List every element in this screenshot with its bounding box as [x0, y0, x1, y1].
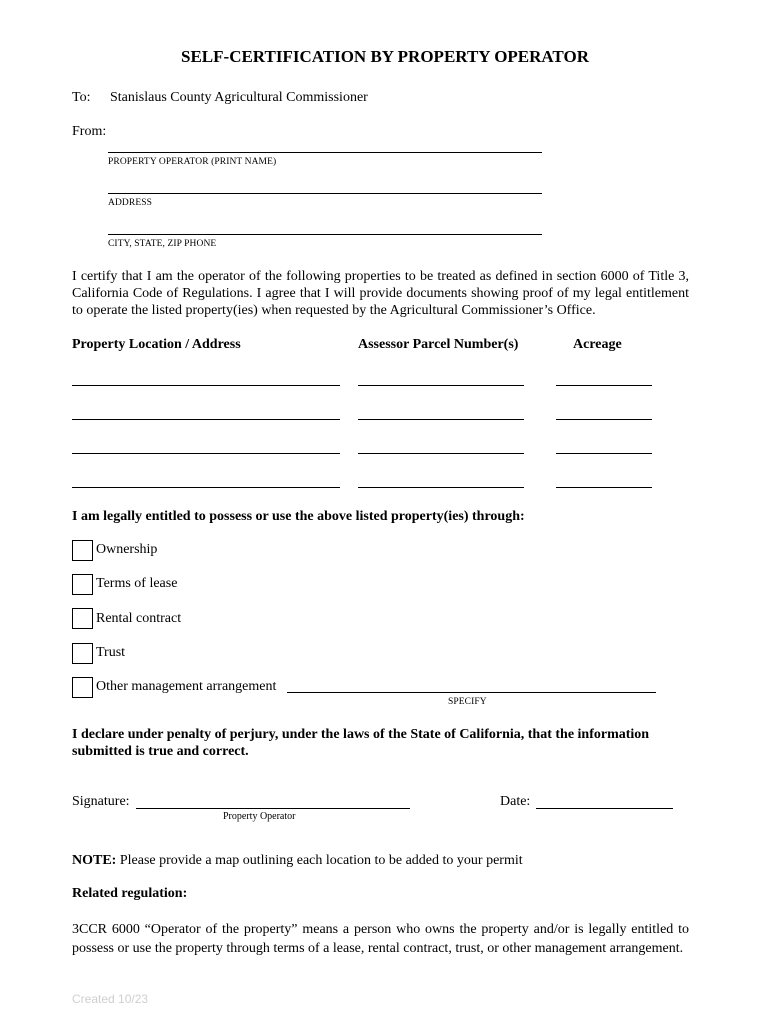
rental-contract-label: Rental contract: [96, 611, 182, 626]
row2-acreage-field[interactable]: [556, 419, 652, 420]
row1-parcel-field[interactable]: [358, 385, 524, 386]
operator-name-field[interactable]: [108, 152, 542, 153]
signature-field[interactable]: [136, 808, 410, 809]
declaration-text: I declare under penalty of perjury, under the laws of the State of California, that the information submitted is true and correct.: [72, 727, 650, 759]
ownership-checkbox[interactable]: [72, 540, 93, 561]
header-property-location: Property Location / Address: [72, 337, 241, 352]
trust-checkbox[interactable]: [72, 643, 93, 664]
specify-field[interactable]: [287, 692, 656, 693]
specify-caption: SPECIFY: [448, 697, 487, 707]
other-arrangement-label: Other management arrangement: [96, 679, 277, 694]
date-field[interactable]: [536, 808, 673, 809]
ownership-label: Ownership: [96, 542, 158, 557]
terms-of-lease-label: Terms of lease: [96, 576, 178, 591]
related-regulation-heading: Related regulation:: [72, 886, 188, 901]
signature-caption: Property Operator: [223, 811, 296, 822]
row1-location-field[interactable]: [72, 385, 340, 386]
city-state-zip-phone-caption: CITY, STATE, ZIP PHONE: [108, 239, 217, 249]
header-parcel-number: Assessor Parcel Number(s): [358, 337, 519, 352]
city-state-zip-phone-field[interactable]: [108, 234, 542, 235]
row3-parcel-field[interactable]: [358, 453, 524, 454]
certify-paragraph: I certify that I am the operator of the following properties to be treated as defined in section 6000 of Title 3, California Code of Regulations. I agree that I will provide documents showing proof of my legal entitlement to operate the listed property(ies) when requested by the Agricultural Commissioner’s Office.: [72, 269, 689, 318]
note-text: Please provide a map outlining each location to be added to your permit: [116, 853, 523, 868]
row3-acreage-field[interactable]: [556, 453, 652, 454]
row3-location-field[interactable]: [72, 453, 340, 454]
row2-location-field[interactable]: [72, 419, 340, 420]
row2-parcel-field[interactable]: [358, 419, 524, 420]
note: [72, 853, 523, 869]
created-footer: Created 10/23: [72, 992, 149, 1006]
row4-acreage-field[interactable]: [556, 487, 652, 488]
form-title: SELF-CERTIFICATION BY PROPERTY OPERATOR: [181, 47, 589, 66]
date-label: Date:: [500, 794, 531, 809]
regulation-paragraph: 3CCR 6000 “Operator of the property” means a person who owns the property and/or is legally entitled to possess or use the property through terms of a lease, rental contract, trust, or other management arrangement.: [72, 922, 689, 956]
entitlement-heading: I am legally entitled to possess or use the above listed property(ies) through:: [72, 509, 525, 524]
row1-acreage-field[interactable]: [556, 385, 652, 386]
row4-parcel-field[interactable]: [358, 487, 524, 488]
to-label: To:: [72, 90, 91, 105]
terms-of-lease-checkbox[interactable]: [72, 574, 93, 595]
header-acreage: Acreage: [573, 337, 622, 352]
address-field[interactable]: [108, 193, 542, 194]
to-value: Stanislaus County Agricultural Commissioner: [110, 90, 368, 105]
operator-name-caption: PROPERTY OPERATOR (PRINT NAME): [108, 157, 277, 167]
note-label: NOTE:: [72, 853, 117, 868]
row4-location-field[interactable]: [72, 487, 340, 488]
trust-label: Trust: [96, 645, 126, 660]
signature-label: Signature:: [72, 794, 130, 809]
other-arrangement-checkbox[interactable]: [72, 677, 93, 698]
from-label: From:: [72, 124, 107, 139]
rental-contract-checkbox[interactable]: [72, 608, 93, 629]
address-caption: ADDRESS: [108, 198, 152, 208]
